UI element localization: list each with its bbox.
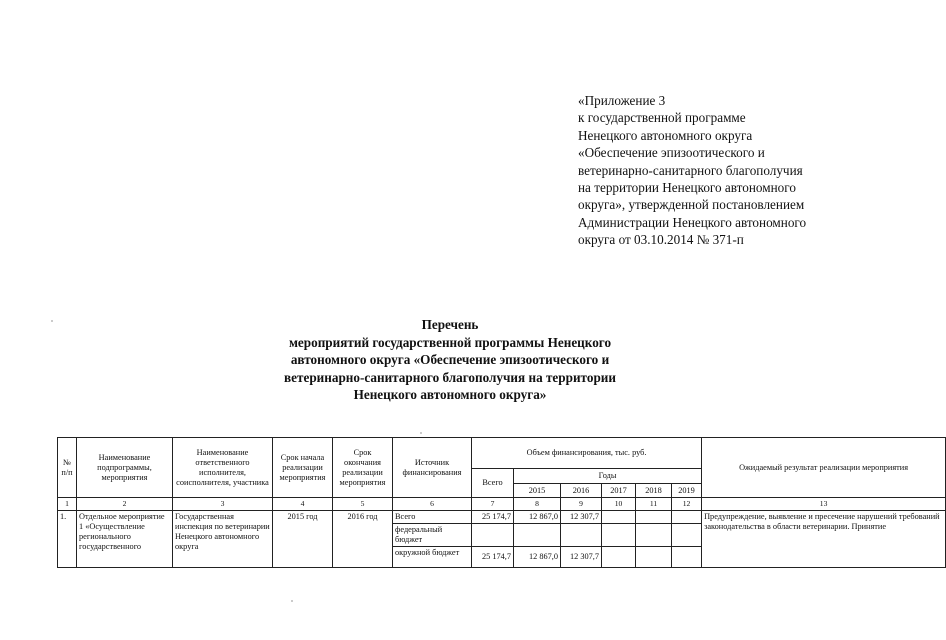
source-label: окружной бюджет [393,547,472,568]
header-name: Наименование подпрограммы, мероприятия [77,438,173,498]
appendix-line: «Обеспечение эпизоотического и [578,145,765,161]
appendix-line: «Приложение 3 [578,93,666,108]
row-result: Предупреждение, выявление и пресечение нарушений требований законодательства в области ветеринарии. Принятие [702,511,946,568]
row-start: 2015 год [273,511,333,568]
header-result: Ожидаемый результат реализации мероприятия [702,438,946,498]
scan-speck [420,432,422,434]
column-number: 7 [472,498,514,511]
source-2015 [514,524,561,547]
source-2017 [602,511,636,524]
header-num: № п/п [58,438,77,498]
column-number: 2 [77,498,173,511]
source-2019 [672,511,702,524]
appendix-line: Администрации Ненецкого автономного [578,214,807,230]
header-end: Срок окончания реализации мероприятия [333,438,393,498]
header-year: 2017 [602,484,636,498]
header-start: Срок начала реализации мероприятия [273,438,333,498]
source-label: федеральный бюджет [393,524,472,547]
activities-table [57,437,946,568]
source-2018 [636,511,672,524]
source-2019 [672,547,702,568]
row-num: 1. [58,511,77,568]
header-year: 2019 [672,484,702,498]
header-year: 2018 [636,484,672,498]
appendix-header [578,92,878,249]
column-number: 4 [273,498,333,511]
appendix-line: на территории Ненецкого автономного [578,180,796,196]
source-2016 [561,524,602,547]
source-label: Всего [393,511,472,524]
source-2016: 12 307,7 [561,511,602,524]
appendix-line: округа от 03.10.2014 № 371-п [578,232,744,248]
title-line: автономного округа «Обеспечение эпизоотического и [290,352,610,368]
column-number: 5 [333,498,393,511]
header-funding: Объем финансирования, тыс. руб. [472,438,702,469]
column-number: 8 [514,498,561,511]
appendix-line: округа», утвержденной постановлением [578,197,805,213]
source-2015: 12 867,0 [514,547,561,568]
column-number: 13 [702,498,946,511]
scan-speck [51,320,53,322]
title-line: ветеринарно-санитарного благополучия на территории [284,369,616,385]
column-number: 10 [602,498,636,511]
column-number: 6 [393,498,472,511]
source-total: 25 174,7 [472,511,514,524]
appendix-line: Ненецкого автономного округа [578,127,753,143]
source-total: 25 174,7 [472,547,514,568]
scan-speck [291,600,293,602]
column-number: 9 [561,498,602,511]
row-end: 2016 год [333,511,393,568]
header-years-label: Годы [514,469,702,484]
source-total [472,524,514,547]
header-executor: Наименование ответственного исполнителя, соисполнителя, участника [173,438,273,498]
row-name: Отдельное мероприятие 1 «Осуществление регионального государственного [77,511,173,568]
table-row [58,511,946,524]
title-line: мероприятий государственной программы Ненецкого [288,334,612,350]
title-line: Перечень [421,317,479,332]
source-2015: 12 867,0 [514,511,561,524]
title-line: Ненецкого автономного округа» [353,387,547,403]
source-2018 [636,524,672,547]
header-source: Источник финансирования [393,438,472,498]
document-title [150,316,750,404]
row-executor: Государственная инспекция по ветеринарии Ненецкого автономного округа [173,511,273,568]
source-2016: 12 307,7 [561,547,602,568]
column-number: 3 [173,498,273,511]
header-year: 2015 [514,484,561,498]
appendix-line: ветеринарно-санитарного благополучия [578,162,803,178]
column-number: 1 [58,498,77,511]
source-2019 [672,524,702,547]
source-2018 [636,547,672,568]
header-year: 2016 [561,484,602,498]
header-total: Всего [472,469,514,498]
source-2017 [602,524,636,547]
source-2017 [602,547,636,568]
column-number: 11 [636,498,672,511]
appendix-line: к государственной программе [578,110,746,126]
column-number: 12 [672,498,702,511]
